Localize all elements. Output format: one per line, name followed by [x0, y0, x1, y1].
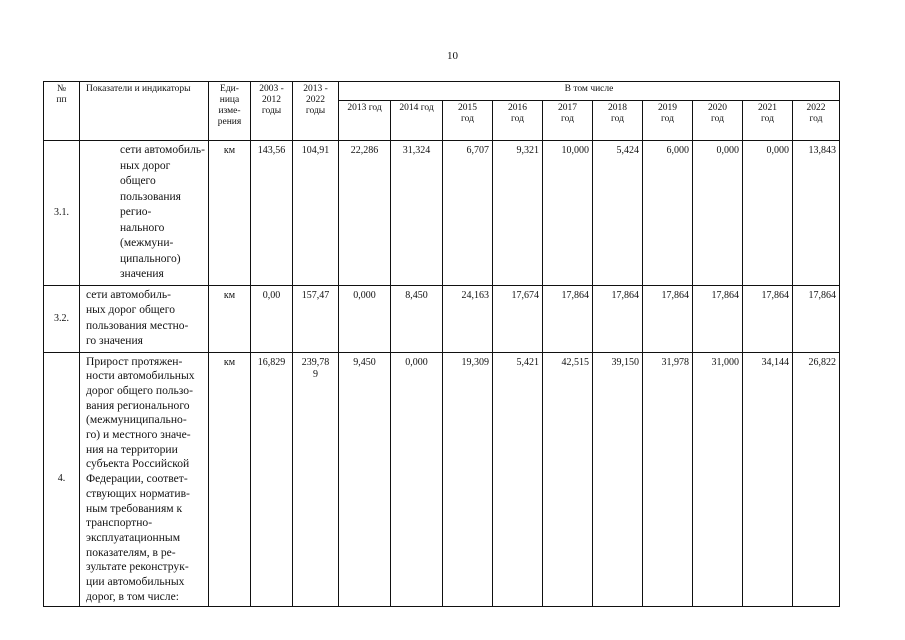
- table-row: [44, 352, 840, 607]
- row-number: 4.: [44, 352, 80, 607]
- page-number: 10: [447, 50, 458, 62]
- row-period-2013-2022: 104,91: [293, 141, 339, 286]
- row-unit: км: [209, 141, 251, 286]
- row-year-value: 17,864: [643, 285, 693, 352]
- header-year: 2021 год: [743, 101, 793, 141]
- header-year: 2016 год: [493, 101, 543, 141]
- row-unit: км: [209, 285, 251, 352]
- row-period-2003-2012: 16,829: [251, 352, 293, 607]
- row-year-value: 8,450: [391, 285, 443, 352]
- row-year-value: 0,000: [693, 141, 743, 286]
- row-year-value: 9,321: [493, 141, 543, 286]
- row-year-value: 31,324: [391, 141, 443, 286]
- row-indicator-name: сети автомобиль- ных дорог общего пользования местно- го значения: [80, 285, 209, 352]
- header-year: 2022 год: [793, 101, 840, 141]
- row-indicator-name: Прирост протяжен- ности автомобильных дорог общего пользо- вания регионального (межмуниципально- го) и местного значе- ния на территории субъекта Российской Федерации, соответ- ствующих норматив- ным требованиям к транспортно- эксплуатационным показателям, в ре- зультате реконструк- ции автомобильных дорог, в том числе:: [80, 352, 209, 607]
- table-row: [44, 285, 840, 352]
- header-num: № пп: [44, 82, 80, 141]
- row-year-value: 6,000: [643, 141, 693, 286]
- row-year-value: 22,286: [339, 141, 391, 286]
- row-year-value: 17,864: [593, 285, 643, 352]
- row-period-2013-2022: 239,78 9: [293, 352, 339, 607]
- row-year-value: 24,163: [443, 285, 493, 352]
- row-year-value: 5,421: [493, 352, 543, 607]
- row-year-value: 17,674: [493, 285, 543, 352]
- header-year: 2015 год: [443, 101, 493, 141]
- row-year-value: 31,978: [643, 352, 693, 607]
- row-indicator-name: сети автомобиль- ных дорог общего пользования регио- нального (межмуни- ципального) значения: [80, 141, 209, 286]
- header-year: 2020 год: [693, 101, 743, 141]
- row-year-value: 34,144: [743, 352, 793, 607]
- header-row-1: [44, 82, 840, 101]
- row-year-value: 0,000: [743, 141, 793, 286]
- row-number: 3.1.: [44, 141, 80, 286]
- header-unit: Еди- ница изме- рения: [209, 82, 251, 141]
- header-year: 2014 год: [391, 101, 443, 141]
- row-year-value: 17,864: [543, 285, 593, 352]
- row-year-value: 19,309: [443, 352, 493, 607]
- row-year-value: 6,707: [443, 141, 493, 286]
- row-period-2003-2012: 143,56: [251, 141, 293, 286]
- row-year-value: 31,000: [693, 352, 743, 607]
- header-year: 2017 год: [543, 101, 593, 141]
- header-period-2003-2012: 2003 - 2012 годы: [251, 82, 293, 141]
- row-period-2003-2012: 0,00: [251, 285, 293, 352]
- row-year-value: 0,000: [391, 352, 443, 607]
- header-year: 2018 год: [593, 101, 643, 141]
- row-year-value: 26,822: [793, 352, 840, 607]
- row-year-value: 13,843: [793, 141, 840, 286]
- row-year-value: 0,000: [339, 285, 391, 352]
- header-year: 2013 год: [339, 101, 391, 141]
- table-row: [44, 141, 840, 286]
- header-period-2013-2022: 2013 - 2022 годы: [293, 82, 339, 141]
- header-including: В том числе: [339, 82, 840, 101]
- header-indicator: Показатели и индикаторы: [80, 82, 209, 141]
- row-year-value: 17,864: [743, 285, 793, 352]
- row-number: 3.2.: [44, 285, 80, 352]
- row-unit: км: [209, 352, 251, 607]
- header-year: 2019 год: [643, 101, 693, 141]
- row-year-value: 17,864: [793, 285, 840, 352]
- row-year-value: 39,150: [593, 352, 643, 607]
- indicators-table: [43, 81, 840, 607]
- row-period-2013-2022: 157,47: [293, 285, 339, 352]
- row-year-value: 42,515: [543, 352, 593, 607]
- row-year-value: 5,424: [593, 141, 643, 286]
- row-year-value: 10,000: [543, 141, 593, 286]
- row-year-value: 9,450: [339, 352, 391, 607]
- row-year-value: 17,864: [693, 285, 743, 352]
